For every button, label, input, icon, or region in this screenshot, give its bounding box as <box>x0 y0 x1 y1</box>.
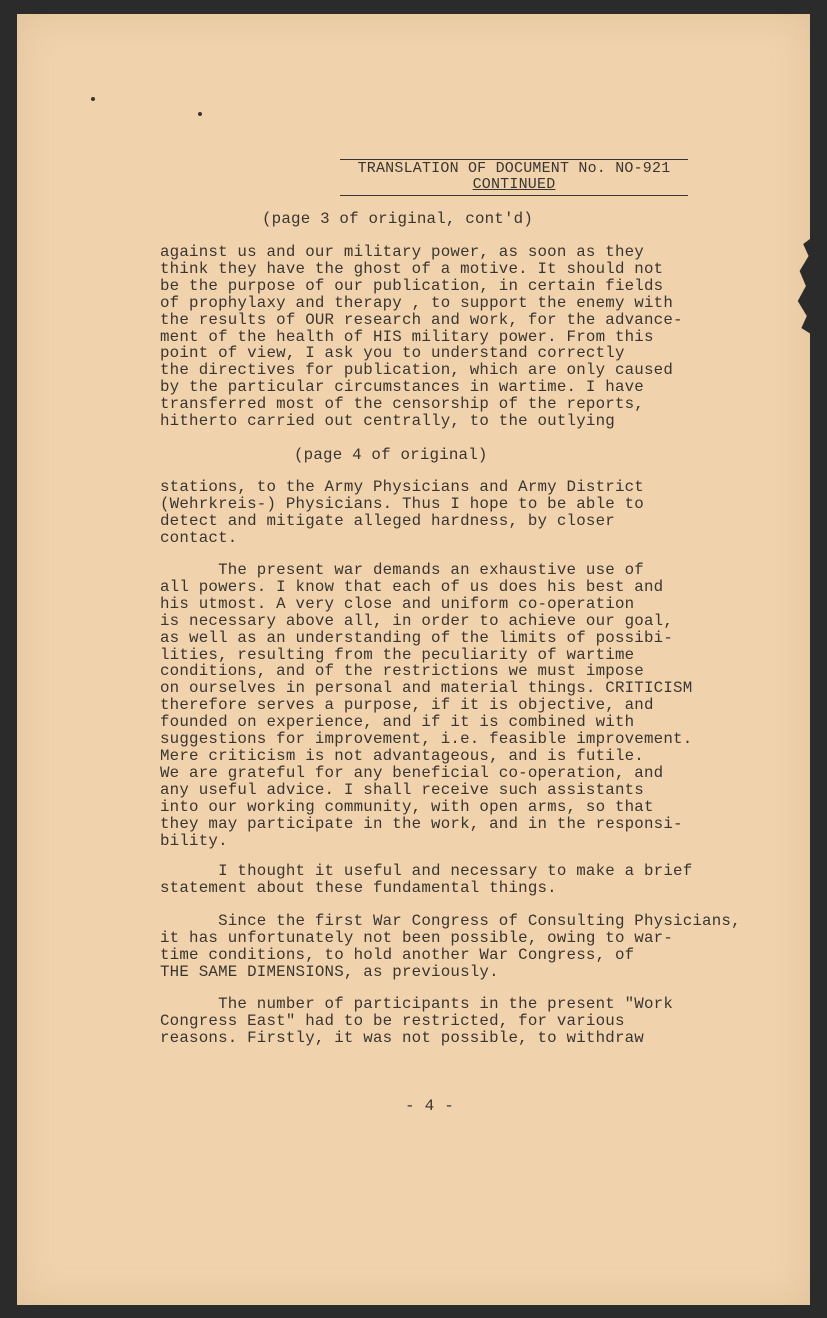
paragraph-5: Since the first War Congress of Consulting Physicians, it has unfortunately not been possible, owing to war- time conditions, to hold another War Congress, of THE SAME DIMENSIONS, as previously. <box>160 912 741 981</box>
paragraph-4: I thought it useful and necessary to make a brief statement about these fundamental things. <box>160 862 693 897</box>
page-reference-2: (page 4 of original) <box>294 446 488 464</box>
page-number: - 4 - <box>405 1097 455 1115</box>
page-reference-1: (page 3 of original, cont'd) <box>262 210 534 228</box>
header-continued: CONTINUED <box>472 176 556 193</box>
paragraph-1: against us and our military power, as soon as they think they have the ghost of a motive. It should not be the purpose of our publication, in certain fields of prophylaxy and therapy , to support the enemy with the results of OUR research and work, for the advance- ment of the health of HIS military power. From this point of view, I ask you to understand correctly the directives for publication, which are only caused by the particular circumstances in wartime. I have transferred most of the censorship of the reports, hitherto carried out centrally, to the outlying <box>160 243 683 431</box>
ink-speck <box>198 112 202 116</box>
header-title: TRANSLATION OF DOCUMENT No. NO-921 <box>357 160 671 177</box>
paragraph-6: The number of participants in the present "Work Congress East" had to be restricted, for various reasons. Firstly, it was not possible, to withdraw <box>160 995 674 1047</box>
paragraph-3: The present war demands an exhaustive use of all powers. I know that each of us does his best and his utmost. A very close and uniform co-operation is necessary above all, in order to achieve our goal, as well as an understanding of the limits of possibi- lities, resulting from the peculiarity of wartime conditions, and of the restrictions we must impose on ourselves in personal and material things. CRITICISM therefore serves a purpose, if it is objective, and founded on experience, and if it is combined with suggestions for improvement, i.e. feasible improvement. Mere criticism is not advantageous, and is futile. We are grateful for any beneficial co-operation, and any useful advice. I shall receive such assistants into our working community, with open arms, so that they may participate in the work, and in the responsi- bility. <box>160 561 693 850</box>
document-header <box>340 159 688 196</box>
ink-speck <box>91 97 95 101</box>
paragraph-2: stations, to the Army Physicians and Army District (Wehrkreis-) Physicians. Thus I hope to be able to detect and mitigate alleged hardness, by closer contact. <box>160 478 644 547</box>
